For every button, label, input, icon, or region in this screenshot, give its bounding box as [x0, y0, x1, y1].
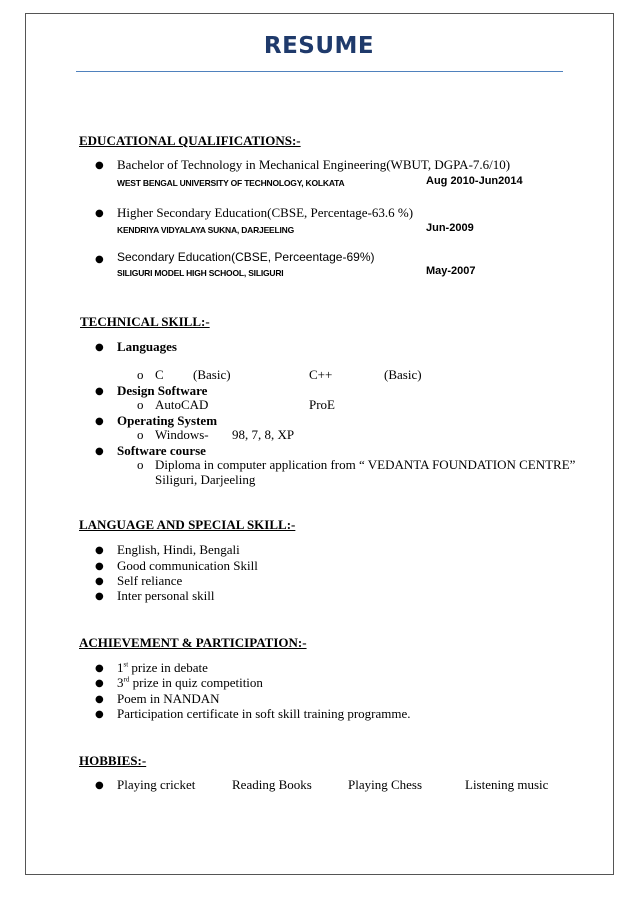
design-label: Design Software — [117, 383, 208, 398]
bullet-icon: ● — [95, 663, 104, 674]
course-line: Diploma in computer application from “ VEDANTA FOUNDATION CENTRE” — [155, 457, 576, 472]
education-degree: Bachelor of Technology in Mechanical Engineering(WBUT, DGPA-7.6/10) — [117, 157, 511, 172]
os-item: Windows- — [155, 427, 209, 442]
sub-bullet: o — [137, 427, 144, 442]
os-label: Operating System — [117, 413, 218, 428]
achievement-item: Participation certificate in soft skill training programme. — [117, 706, 411, 721]
languages-label: Languages — [117, 339, 177, 354]
education-heading: EDUCATIONAL QUALIFICATIONS:- — [79, 133, 301, 148]
resume-title: RESUME — [263, 33, 375, 59]
education-date: Jun-2009 — [426, 222, 474, 234]
os-versions: 98, 7, 8, XP — [232, 427, 295, 442]
design-item: ProE — [309, 397, 335, 412]
education-institution: KENDRIYA VIDYALAYA SUKNA, DARJEELING — [117, 225, 295, 235]
course-line: Siliguri, Darjeeling — [155, 472, 256, 487]
hobbies-heading: HOBBIES:- — [79, 753, 147, 768]
title-underline — [76, 71, 563, 72]
hobby-item: Playing Chess — [348, 777, 423, 792]
education-degree: Higher Secondary Education(CBSE, Percentage-63.6 %) — [117, 205, 414, 220]
achievement-item: Poem in NANDAN — [117, 691, 220, 706]
skill-item: Good communication Skill — [117, 558, 258, 573]
language-item: C — [155, 367, 164, 382]
skill-item: English, Hindi, Bengali — [117, 542, 240, 557]
achievement-item: 3rd prize in quiz competition — [117, 675, 263, 690]
bullet-icon: ● — [95, 780, 104, 791]
bullet-icon: ● — [95, 386, 104, 397]
bullet-icon: ● — [95, 678, 104, 689]
bullet-icon: ● — [95, 694, 104, 705]
bullet-icon: ● — [95, 545, 104, 556]
skill-item: Inter personal skill — [117, 588, 215, 603]
education-degree: Secondary Education(CBSE, Perceentage-69%) — [117, 250, 375, 264]
bullet-icon: ● — [95, 416, 104, 427]
bullet-icon: ● — [95, 160, 104, 171]
skill-item: Self reliance — [117, 573, 183, 588]
design-item: AutoCAD — [155, 397, 209, 412]
course-label: Software course — [117, 443, 206, 458]
bullet-icon: ● — [95, 208, 104, 219]
technical-heading: TECHNICAL SKILL:- — [80, 314, 210, 329]
bullet-icon: ● — [95, 709, 104, 720]
bullet-icon: ● — [95, 591, 104, 602]
bullet-icon: ● — [95, 342, 104, 353]
sub-bullet: o — [137, 367, 144, 382]
language-item: C++ — [309, 367, 333, 382]
bullet-icon: ● — [95, 446, 104, 457]
language-skills-heading: LANGUAGE AND SPECIAL SKILL:- — [79, 517, 296, 532]
achievement-heading: ACHIEVEMENT & PARTICIPATION:- — [79, 635, 307, 650]
hobby-item: Reading Books — [232, 777, 312, 792]
language-level: (Basic) — [193, 367, 231, 382]
bullet-icon: ● — [95, 254, 104, 265]
education-institution: SILIGURI MODEL HIGH SCHOOL, SILIGURI — [117, 268, 284, 278]
education-date: Aug 2010-Jun2014 — [426, 175, 523, 187]
education-institution: WEST BENGAL UNIVERSITY OF TECHNOLOGY, KOLKATA — [117, 178, 345, 188]
hobby-item: Listening music — [465, 777, 549, 792]
sub-bullet: o — [137, 397, 144, 412]
sub-bullet: o — [137, 457, 144, 472]
language-level: (Basic) — [384, 367, 422, 382]
achievement-item: 1st prize in debate — [117, 660, 208, 675]
bullet-icon: ● — [95, 561, 104, 572]
hobby-item: Playing cricket — [117, 777, 196, 792]
education-date: May-2007 — [426, 265, 476, 277]
bullet-icon: ● — [95, 576, 104, 587]
